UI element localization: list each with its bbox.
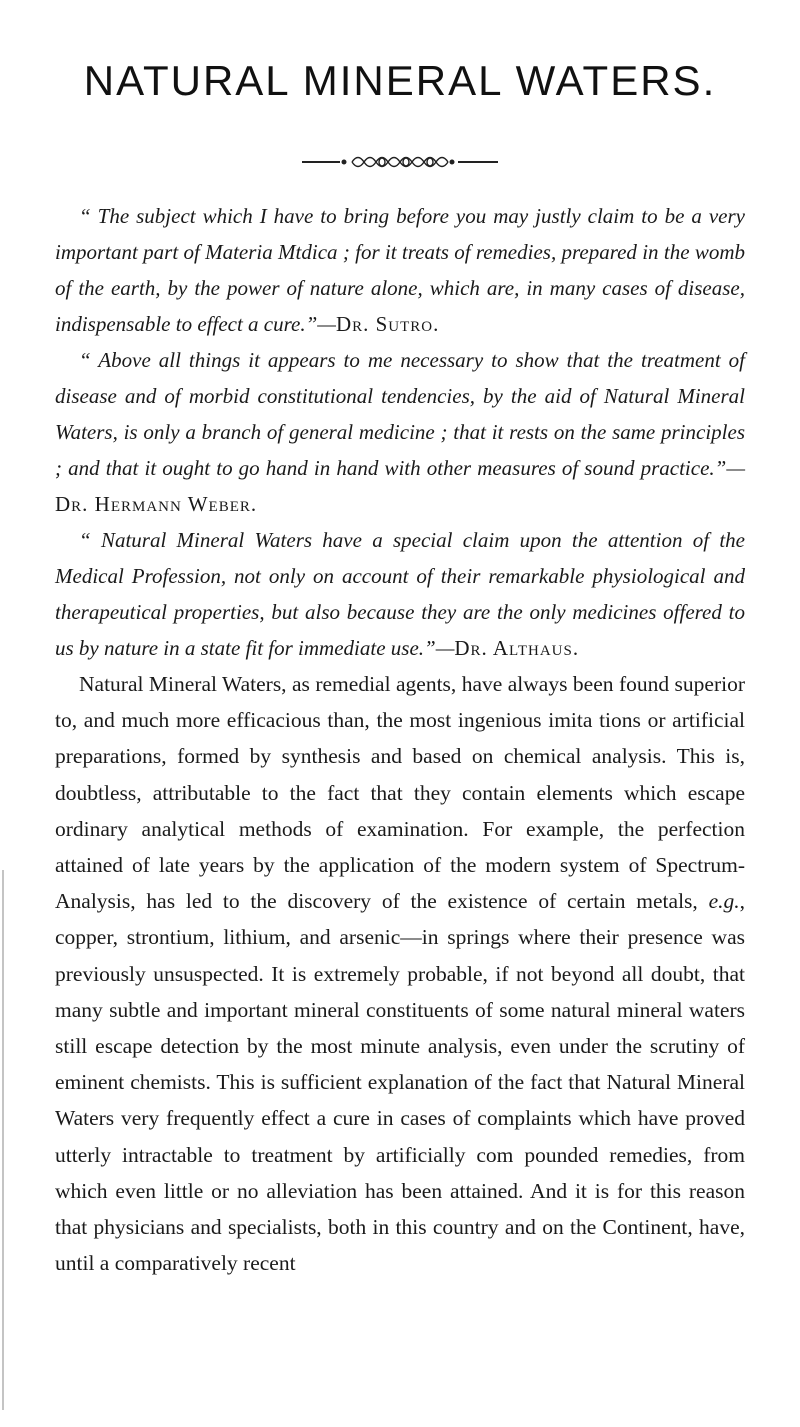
- quote-attribution: Dr. Hermann Weber.: [55, 492, 258, 516]
- quote-althaus: [55, 522, 745, 666]
- paragraph-text: Natural Mineral Waters, as remedial agents, have always been found superior to, and much more efficacious than, the most ingenious imita tions or artificial preparations, formed by synthesis and based on chemical analysis. This is, doubtless, attributable to the fact that they contain elements which escape ordinary analytical methods of examination. For example, the perfection attained of late years by the application of the modern system of Spectrum-Analysis, has led to the discovery of the existence of certain metals,: [55, 672, 745, 914]
- quote-attribution: Dr. Sutro.: [335, 312, 440, 336]
- quote-text: “ Above all things it appears to me necessary to show that the treatment of disease and of morbid constitutional tendencies, by the aid of Natural Mineral Waters, is only a branch of general medicine ; that it rests on the same principles ; and that it ought to go hand in hand with other measures of sound practice.”—: [55, 348, 745, 480]
- quote-sutro: [55, 198, 745, 342]
- paragraph-text-continued: , copper, strontium, lithium, and arsenic—in springs where their presence was previously unsuspected. It is extremely probable, if not beyond all doubt, that many subtle and important mineral constituents of some natural mineral waters still escape detection by the most minute analysis, even under the scrutiny of eminent chemists. This is sufficient explanation of the fact that Natural Mineral Waters very frequently effect a cure in cases of complaints which have proved utterly intractable to treatment by artificially com pounded remedies, from which even little or no alleviation has been attained. And it is for this reason that physicians and specialists, both in this country and on the Continent, have, until a comparatively recent: [55, 889, 745, 1276]
- quote-text: “ The subject which I have to bring before you may justly claim to be a very important part of Materia Mtdica ; for it treats of remedies, prepared in the womb of the earth, by the power of nature alone, which are, in many cases of disease, indispensable to effect a cure.”—: [55, 204, 745, 336]
- page-edge-shadow: [2, 870, 4, 1410]
- quote-text: “ Natural Mineral Waters have a special claim upon the attention of the Medical Profession, not only on account of their remarkable physiological and therapeutical properties, but also because they are the only medicines offered to us by nature in a state fit for immediate use.”—: [55, 528, 745, 660]
- quote-attribution: Dr. Althaus.: [454, 636, 580, 660]
- paragraph-eg: e.g.: [708, 889, 740, 914]
- body-text: [55, 198, 745, 1281]
- ornament-divider-icon: [300, 150, 500, 174]
- page-title: NATURAL MINERAL WATERS.: [83, 57, 717, 104]
- main-paragraph: [55, 666, 745, 1281]
- quote-weber: [55, 342, 745, 522]
